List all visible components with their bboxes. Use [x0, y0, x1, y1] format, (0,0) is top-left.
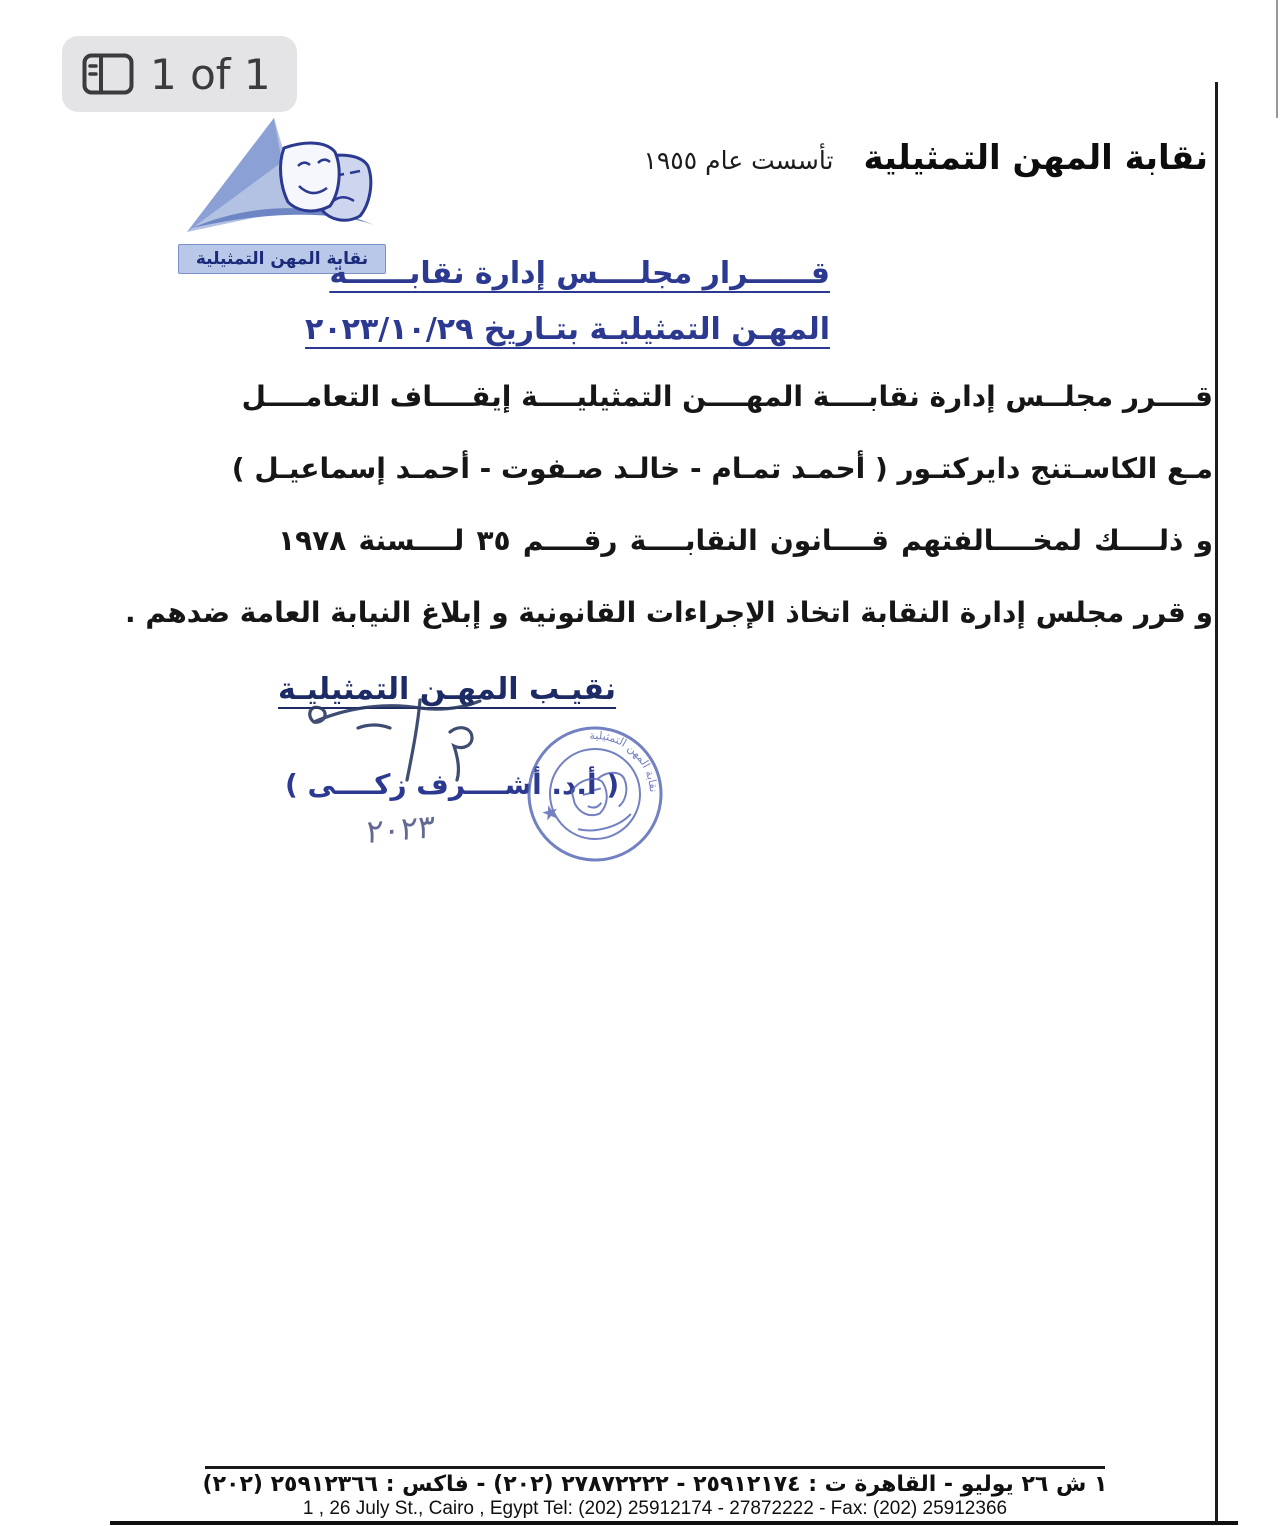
signatory-name: ( أ.د. أشــــرف زكــــى ): [285, 768, 620, 801]
title-line-2: المهـن التمثيليـة بتـاريخ ٢٠٢٣/١٠/٢٩: [305, 312, 830, 347]
stamp-star-icon: ★: [538, 798, 562, 827]
page-indicator-label: 1 of 1: [150, 49, 271, 99]
title-line-1: قــــــرار مجلــــس إدارة نقابــــــة: [329, 256, 830, 291]
scan-bottom-line: [110, 1521, 1238, 1525]
decision-body: [125, 361, 1213, 649]
logo-banner-label: نقابة المهن التمثيلية: [178, 244, 386, 274]
syndicate-logo: [172, 110, 394, 274]
decision-title: [305, 252, 830, 364]
footer-divider: [205, 1466, 1105, 1469]
theater-masks-icon: [172, 110, 394, 238]
document-header: [643, 138, 1208, 178]
scan-edge-line: [1215, 82, 1218, 1523]
page-thumbnails-icon: [82, 53, 134, 95]
footer-address-english: 1 , 26 July St., Cairo , Egypt Tel: (202) 25912174 - 27872222 - Fax: (202) 25912366: [302, 1498, 1008, 1519]
body-line-1: قــــرر مجلــس إدارة نقابــــة المهــــن التمثيليــــة إيقــــاف التعامــــل: [241, 380, 1213, 413]
body-line-3: و ذلــــك لمخــــالفتهم قــــانون النقابــــة رقــــم ٣٥ لــــسنة ١٩٧٨: [278, 524, 1213, 557]
org-name: نقابة المهن التمثيلية: [863, 138, 1208, 178]
body-line-2: مـع الكاسـتنج دايركتـور ( أحمـد تمـام - خالـد صـفوت - أحمـد إسماعيـل ): [231, 452, 1213, 485]
page-indicator-badge[interactable]: [62, 36, 297, 112]
stamp-text: نقابة المهن التمثيلية: [589, 728, 660, 793]
syndicate-stamp: [523, 722, 667, 866]
signatory-title: نقيـب المهـن التمثيليـة: [278, 672, 617, 707]
founded-year-text: تأسست عام ١٩٥٥: [643, 146, 834, 175]
scan-corner-line: [1276, 0, 1278, 118]
footer-address-arabic: ١ ش ٢٦ يوليو - القاهرة ت : ٢٥٩١٢١٧٤ - ٢٧٨٧٢٢٢٢ (٢٠٢) - فاكس : ٢٥٩١٢٣٦٦ (٢٠٢): [202, 1472, 1108, 1497]
handwritten-year: ٢٠٢٣: [365, 806, 436, 852]
body-line-4: و قرر مجلس إدارة النقابة اتخاذ الإجراءات القانونية و إبلاغ النيابة العامة ضدهم .: [125, 596, 1213, 629]
